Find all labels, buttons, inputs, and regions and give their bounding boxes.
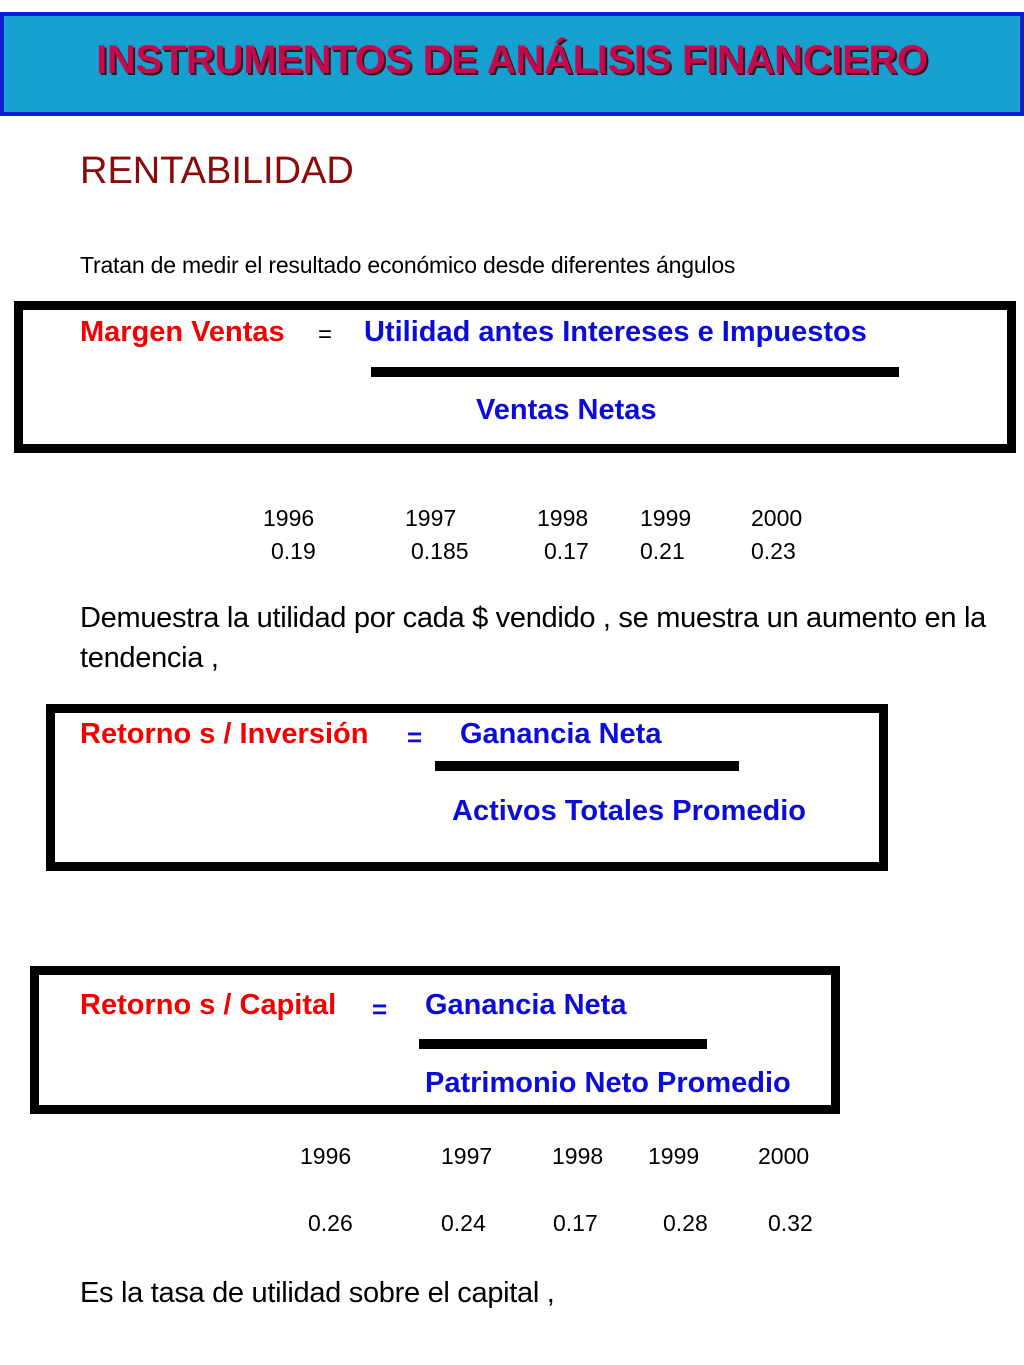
table-value: 0.24 xyxy=(441,1210,486,1236)
table-value: 0.185 xyxy=(411,538,469,564)
table-year: 2000 xyxy=(758,1143,810,1169)
section-title: RENTABILIDAD xyxy=(80,150,354,192)
formula-denominator: Activos Totales Promedio xyxy=(452,795,806,827)
comment-margen-ventas: Demuestra la utilidad por cada $ vendido , se muestra un aumento en la tendencia , xyxy=(80,602,986,674)
page-title: INSTRUMENTOS DE ANÁLISIS FINANCIERO xyxy=(96,38,928,82)
equals-sign: = xyxy=(318,321,333,348)
formula-denominator: Ventas Netas xyxy=(476,394,657,426)
formula-numerator: Ganancia Neta xyxy=(460,718,662,750)
table-value: 0.17 xyxy=(553,1210,598,1236)
table-year: 1996 xyxy=(263,505,315,531)
fraction-bar xyxy=(419,1039,707,1049)
table-value: 0.28 xyxy=(663,1210,708,1236)
table-year: 1997 xyxy=(405,505,457,531)
equals-sign: = xyxy=(407,722,423,752)
fraction-bar xyxy=(371,367,899,377)
table-year: 1999 xyxy=(648,1143,700,1169)
table-year: 2000 xyxy=(751,505,803,531)
fraction-bar xyxy=(435,761,739,771)
formula-label: Retorno s / Inversión xyxy=(80,718,369,750)
table-year: 1998 xyxy=(552,1143,604,1169)
table-value: 0.17 xyxy=(544,538,589,564)
table-year: 1999 xyxy=(640,505,692,531)
section-intro: Tratan de medir el resultado económico desde diferentes ángulos xyxy=(80,252,736,278)
formula-numerator: Ganancia Neta xyxy=(425,989,627,1021)
formula-label: Retorno s / Capital xyxy=(80,989,337,1021)
equals-sign: = xyxy=(372,994,388,1024)
formula-denominator: Patrimonio Neto Promedio xyxy=(425,1067,791,1099)
formula-label: Margen Ventas xyxy=(80,316,285,348)
table-year: 1998 xyxy=(537,505,589,531)
formula-numerator: Utilidad antes Intereses e Impuestos xyxy=(364,316,867,348)
table-value: 0.26 xyxy=(308,1210,353,1236)
table-value: 0.23 xyxy=(751,538,796,564)
comment-retorno-capital: Es la tasa de utilidad sobre el capital , xyxy=(80,1277,555,1309)
table-value: 0.32 xyxy=(768,1210,813,1236)
table-value: 0.21 xyxy=(640,538,685,564)
table-value: 0.19 xyxy=(271,538,316,564)
table-year: 1996 xyxy=(300,1143,352,1169)
table-year: 1997 xyxy=(441,1143,493,1169)
